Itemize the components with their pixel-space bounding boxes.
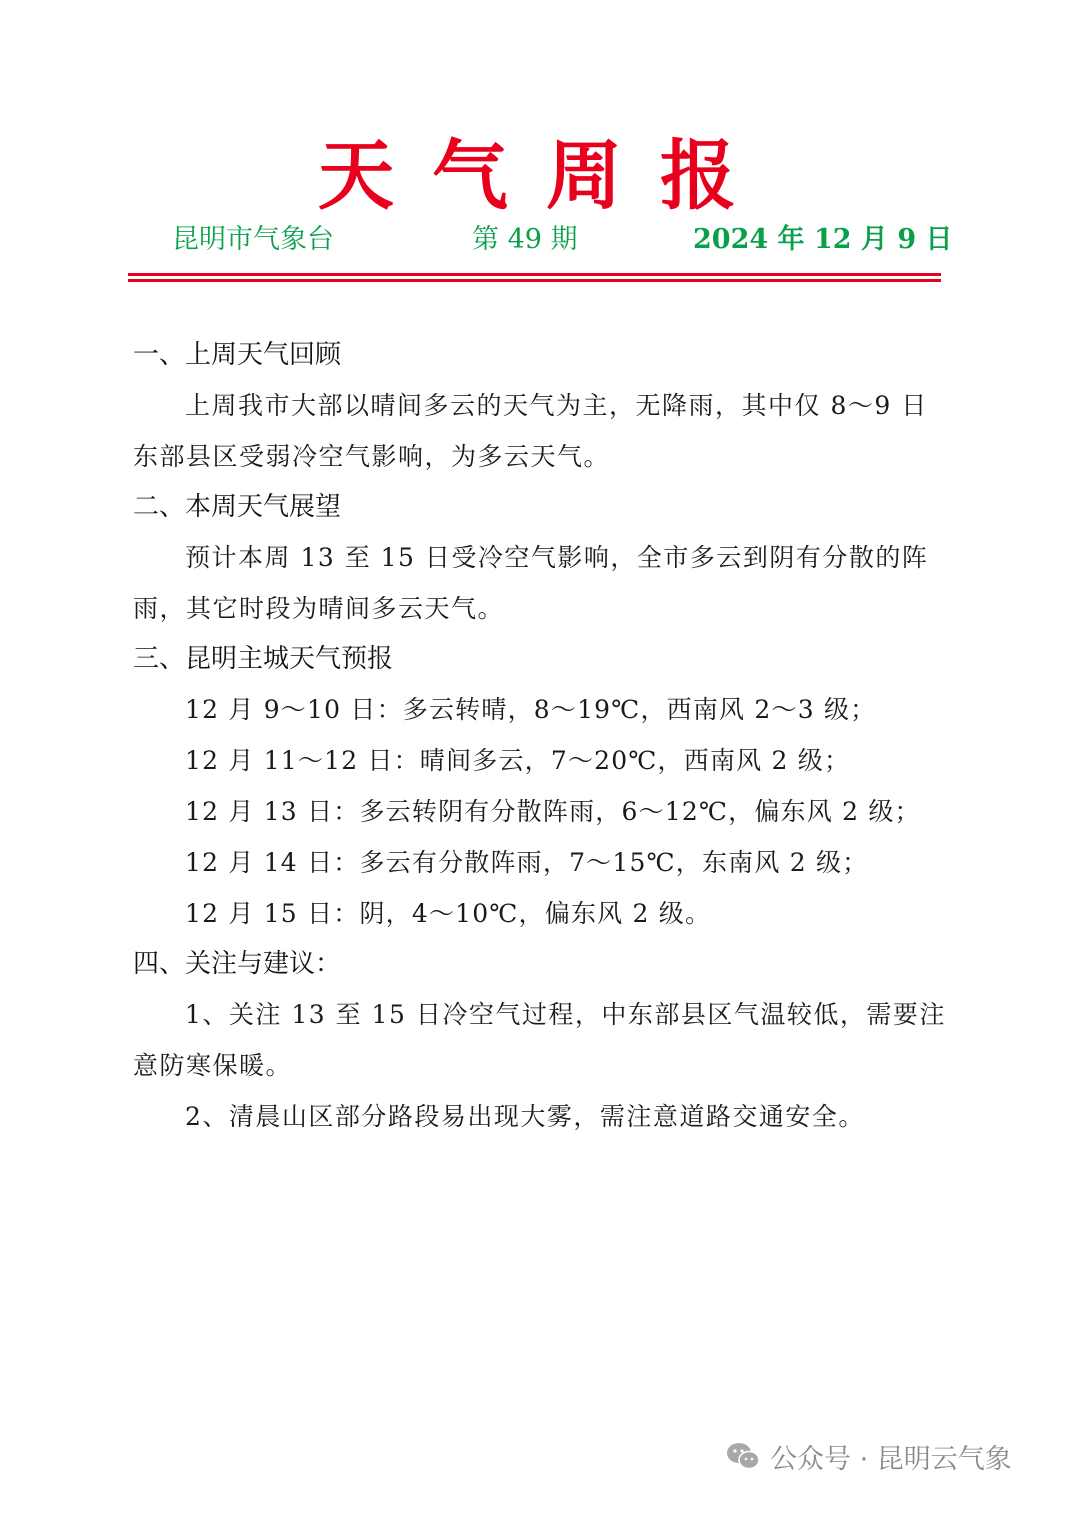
section-heading-review: 一、上周天气回顾 bbox=[133, 340, 342, 370]
header-divider bbox=[128, 273, 941, 285]
issuer: 昆明市气象台 bbox=[172, 224, 334, 255]
divider-line bbox=[128, 279, 941, 282]
watermark-text: 公众号 · 昆明云气象 bbox=[770, 1443, 1012, 1475]
issue-number: 第 49 期 bbox=[472, 224, 578, 255]
advice-paragraph: 2、清晨山区部分路段易出现大雾，需注意道路交通安全。 bbox=[185, 1102, 865, 1131]
forecast-line: 12 月 15 日：阴，4～10℃，偏东风 2 级。 bbox=[185, 899, 712, 928]
outlook-paragraph: 预计本周 13 至 15 日受冷空气影响，全市多云到阴有分散的阵雨，其它时段为晴间多云天气。 bbox=[133, 543, 929, 623]
review-paragraph: 上周我市大部以晴间多云的天气为主，无降雨，其中仅 8～9 日东部县区受弱冷空气影响，为多云天气。 bbox=[133, 391, 928, 471]
forecast-line: 12 月 11～12 日：晴间多云，7～20℃，西南风 2 级； bbox=[185, 746, 851, 775]
section-heading-outlook: 二、本周天气展望 bbox=[133, 492, 342, 522]
forecast-line: 12 月 9～10 日：多云转晴，8～19℃，西南风 2～3 级； bbox=[185, 695, 877, 724]
report-title: 天气周报 bbox=[318, 131, 774, 220]
issue-date: 2024 年 12 月 9 日 bbox=[693, 224, 953, 255]
forecast-line: 12 月 14 日：多云有分散阵雨，7～15℃，东南风 2 级； bbox=[185, 848, 869, 877]
report-body bbox=[133, 330, 953, 1142]
forecast-line: 12 月 13 日：多云转阴有分散阵雨，6～12℃，偏东风 2 级； bbox=[185, 797, 921, 826]
section-heading-forecast: 三、昆明主城天气预报 bbox=[133, 644, 394, 674]
wechat-icon bbox=[726, 1441, 760, 1471]
watermark bbox=[726, 1432, 1012, 1480]
section-heading-advice: 四、关注与建议： bbox=[133, 949, 342, 979]
advice-paragraph: 1、关注 13 至 15 日冷空气过程，中东部县区气温较低，需要注意防寒保暖。 bbox=[133, 1000, 946, 1080]
divider-line bbox=[128, 273, 941, 276]
